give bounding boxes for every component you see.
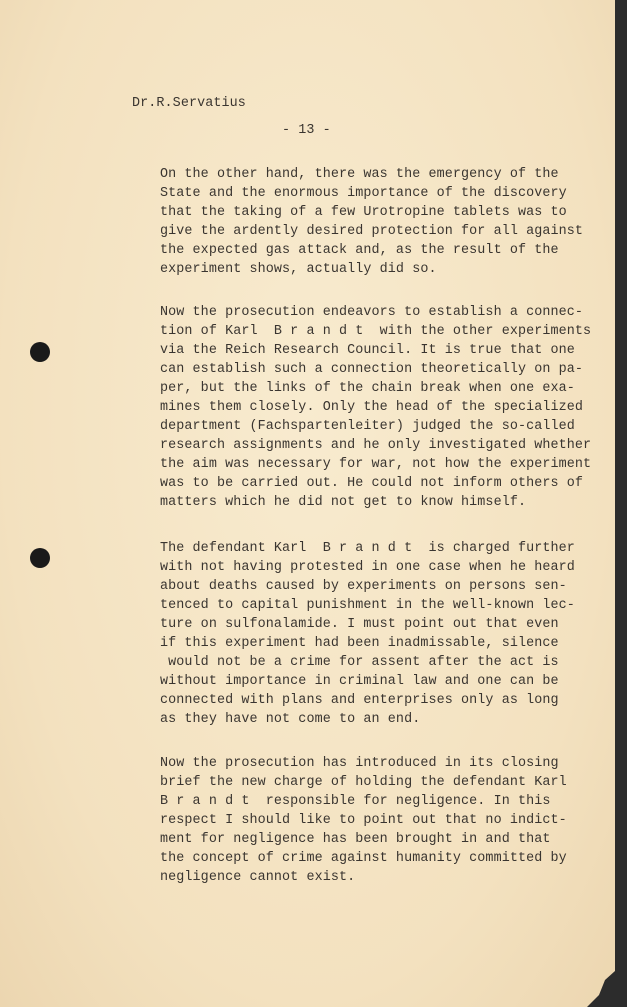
paragraph: The defendant Karl B r a n d t is charged further with not having protested in one case when he heard about deaths caused by experiments on persons sen- tenced to capital punishment in the well-known lec- ture on sulfonalamide. I must point out that even if this experiment had been inadmissable, silence would not be a crime for assent after the act is without importance in criminal law and one can be connected with plans and enterprises only as long as they have not come to an end. (160, 541, 575, 727)
paragraph: Now the prosecution endeavors to establish a connec- tion of Karl B r a n d t with the other experiments via the Reich Research Council. It is true that one can establish such a connection theoretically on pa- per, but the links of the chain break when one exa- mines them closely. Only the head of the specialized department (Fachspartenleiter) judged the so-called research assignments and he only investigated whether the aim was necessary for war, not how the experiment was to be carried out. He could not inform others of matters which he did not get to know himself. (160, 305, 592, 510)
author-header: Dr.R.Servatius (132, 96, 246, 111)
page-number: - 13 - (282, 123, 331, 138)
paragraph: On the other hand, there was the emergency of the State and the enormous importance of the discovery that the taking of a few Urotropine tablets was to give the ardently desired protection for all against the expected gas attack and, as the result of the experiment shows, actually did so. (160, 167, 584, 277)
punch-hole (30, 342, 50, 362)
paragraph: Now the prosecution has introduced in its closing brief the new charge of holding the defendant Karl B r a n d t responsible for negligence. In this respect I should like to point out that no indict- ment for negligence has been brought in and that the concept of crime against humanity committed by negligence cannot exist. (160, 756, 567, 885)
punch-hole (30, 548, 50, 568)
